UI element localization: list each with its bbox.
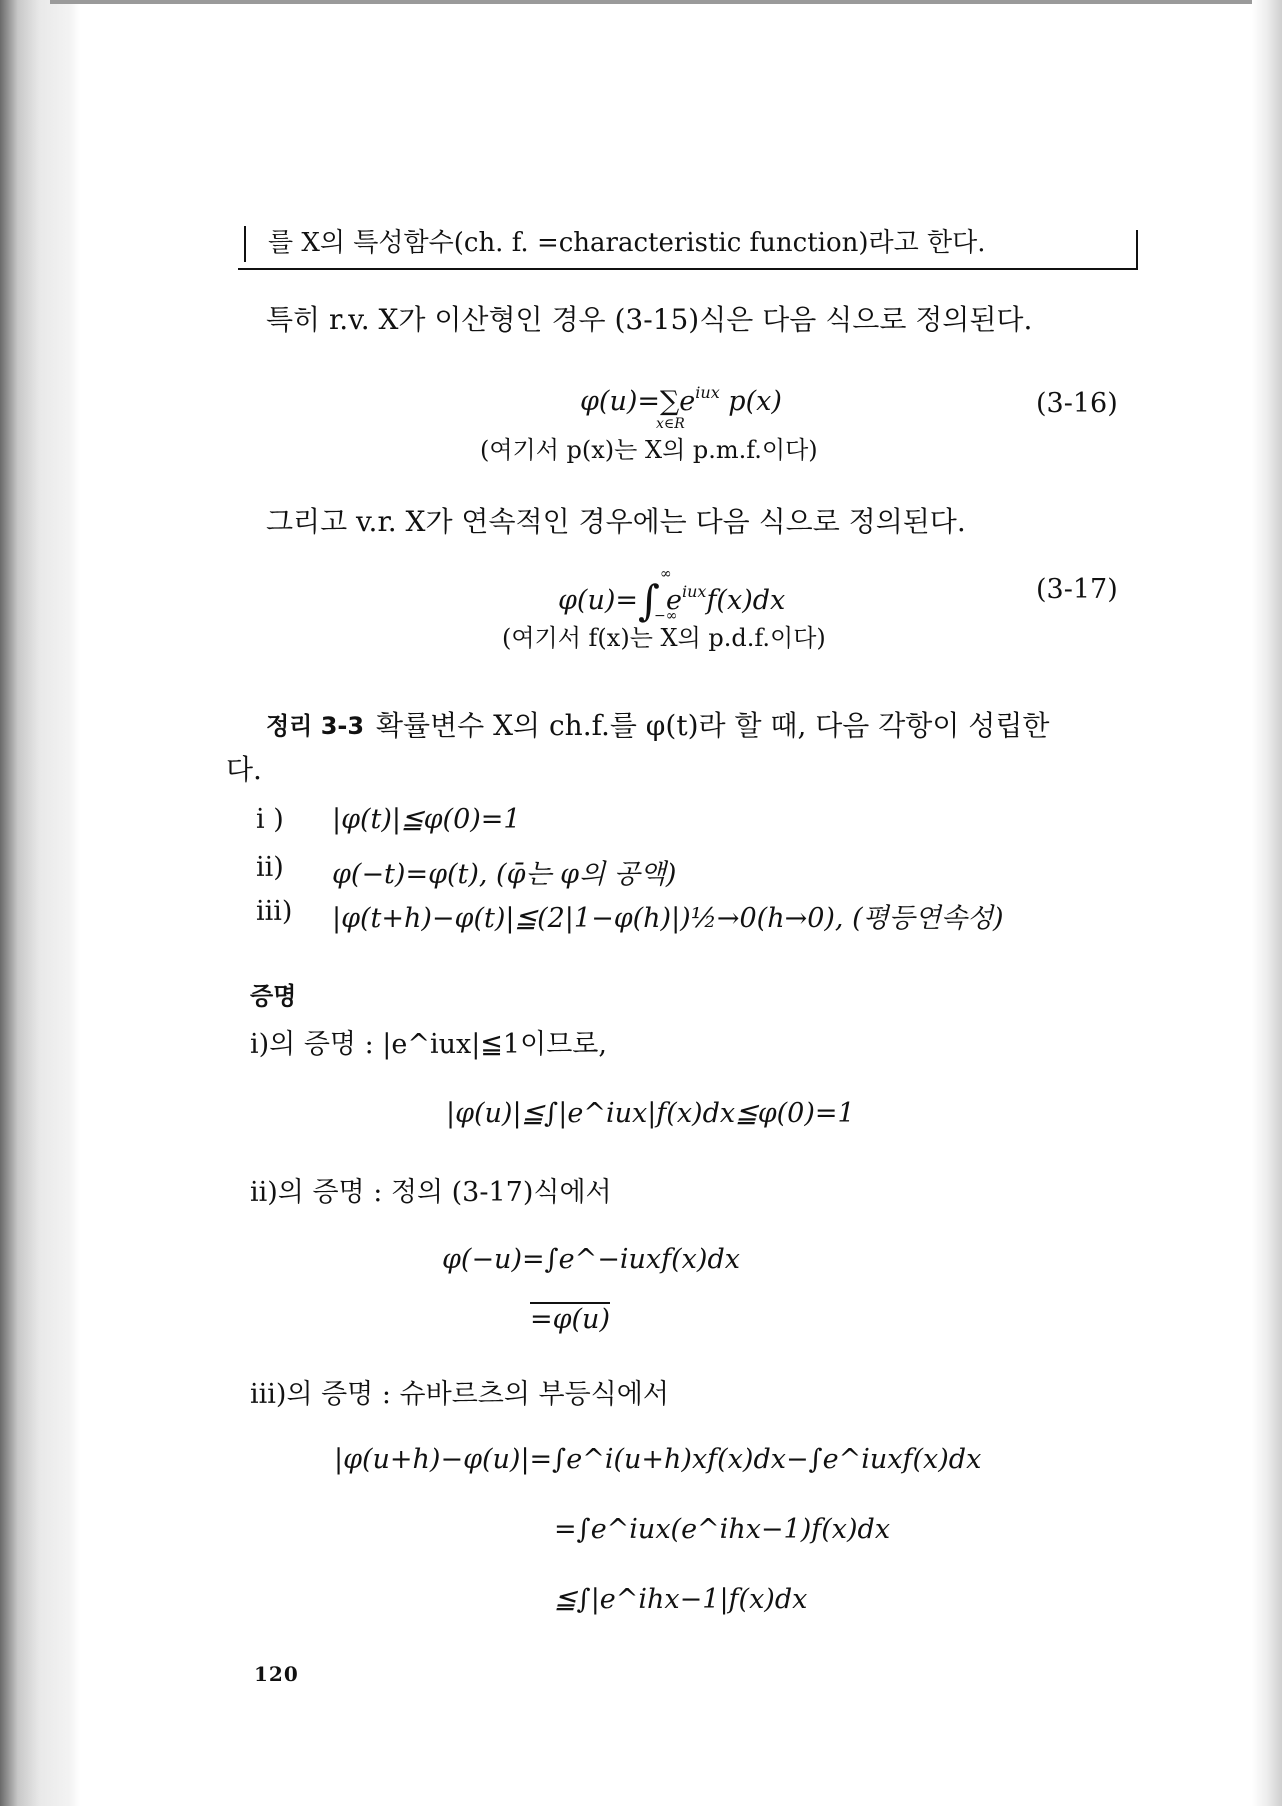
equation-3-17-note: (여기서 f(x)는 X의 p.d.f.이다) xyxy=(502,624,826,652)
theorem-item-i-label: i ) xyxy=(256,804,284,835)
paragraph-discrete: 특히 r.v. X가 이산형인 경우 (3-15)식은 다음 식으로 정의된다. xyxy=(266,303,1033,336)
box-bottom-rule xyxy=(238,268,1138,270)
equation-3-16 xyxy=(580,383,782,432)
eq16-sum-sign: ∑ xyxy=(660,386,680,417)
proof-iii-intro: iii)의 증명 : 슈바르츠의 부등식에서 xyxy=(250,1379,669,1410)
boxed-definition-line: 를 X의 특성함수(ch. f. =characteristic function)라고 한다. xyxy=(268,228,986,258)
eq17-integral-sign: ∫ xyxy=(638,576,660,625)
proof-ii-eq2-text: =φ(u) xyxy=(530,1304,610,1335)
page-number: 120 xyxy=(254,1662,299,1686)
theorem-statement: 확률변수 X의 ch.f.를 φ(t)라 할 때, 다음 각항이 성립한 xyxy=(376,709,1050,742)
theorem-item-iii: |φ(t+h)−φ(t)|≦(2|1−φ(h)|)½→0(h→0), (평등연속성) xyxy=(332,903,1004,934)
theorem-item-iii-label: iii) xyxy=(256,896,293,927)
theorem-item-ii-label: ii) xyxy=(256,852,284,883)
book-page xyxy=(80,0,1250,1806)
eq17-rest: f(x)dx xyxy=(706,585,786,616)
box-right-rule xyxy=(1136,230,1138,270)
eq17-lhs: φ(u)= xyxy=(558,585,638,616)
eq16-rest: p(x) xyxy=(719,386,782,417)
book-spine-edge xyxy=(0,0,80,1806)
theorem-item-ii: φ(−t)=φ(t), (φ̄는 φ의 공액) xyxy=(332,859,677,890)
equation-number-3-17: (3-17) xyxy=(1036,574,1118,605)
proof-ii-equation-2 xyxy=(530,1304,610,1335)
eq17-upper-limit: ∞ xyxy=(660,566,672,582)
paragraph-continuous: 그리고 v.r. X가 연속적인 경우에는 다음 식으로 정의된다. xyxy=(266,505,966,538)
book-right-edge xyxy=(1252,0,1282,1806)
eq16-exp-power: iux xyxy=(695,383,720,402)
eq16-sum-subscript: x∈R xyxy=(656,416,685,432)
equation-3-17 xyxy=(558,566,786,625)
theorem-statement-cont: 다. xyxy=(226,753,262,786)
proof-i-equation: |φ(u)|≦∫|e^iux|f(x)dx≦φ(0)=1 xyxy=(446,1098,855,1129)
eq17-exp-power: iux xyxy=(681,582,707,601)
proof-iii-equation-1: |φ(u+h)−φ(u)|=∫e^i(u+h)xf(x)dx−∫e^iuxf(x)dx xyxy=(334,1444,982,1475)
equation-number-3-16: (3-16) xyxy=(1036,388,1118,419)
theorem-item-i: |φ(t)|≦φ(0)=1 xyxy=(332,804,521,835)
theorem-label: 정리 3-3 xyxy=(266,712,365,740)
box-left-rule xyxy=(244,226,246,262)
eq16-lhs: φ(u)= xyxy=(580,386,660,417)
eq17-exp-base: e xyxy=(666,585,682,616)
proof-iii-equation-3: ≦∫|e^ihx−1|f(x)dx xyxy=(554,1584,808,1615)
proof-ii-intro: ii)의 증명 : 정의 (3-17)식에서 xyxy=(250,1177,612,1208)
proof-ii-equation-1: φ(−u)=∫e^−iuxf(x)dx xyxy=(442,1244,740,1275)
eq16-exp-base: e xyxy=(679,386,696,417)
eq17-lower-limit: −∞ xyxy=(654,608,678,624)
proof-iii-equation-2: =∫e^iux(e^ihx−1)f(x)dx xyxy=(554,1514,891,1545)
proof-i-intro: i)의 증명 : |e^iux|≦1이므로, xyxy=(250,1029,607,1060)
proof-heading: 증명 xyxy=(250,982,297,1010)
equation-3-16-note: (여기서 p(x)는 X의 p.m.f.이다) xyxy=(480,436,818,464)
